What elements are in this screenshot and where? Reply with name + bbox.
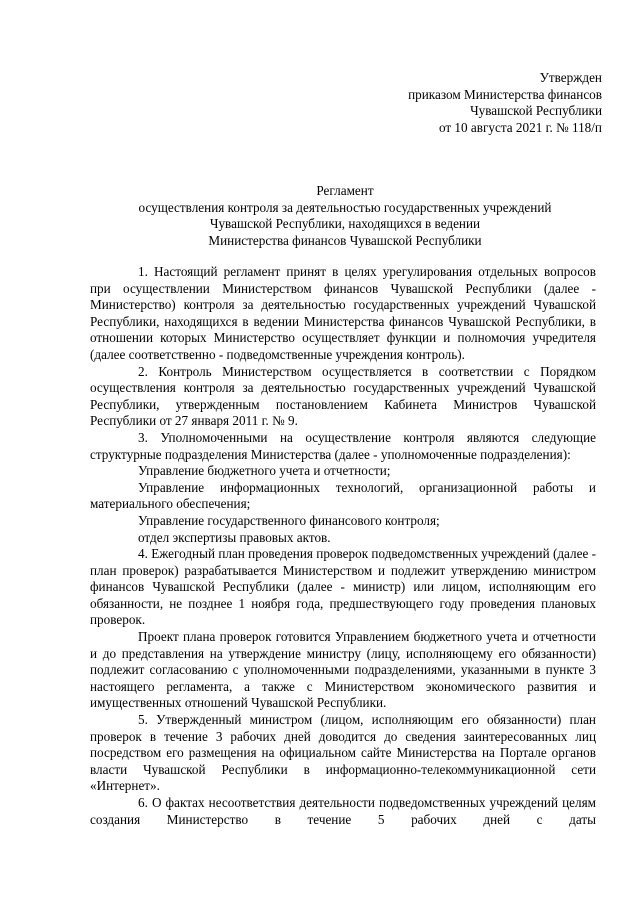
- paragraph-2: 2. Контроль Министерством осуществляется в соответствии с Порядком осуществления контроля за деятельностью государственных учреждений Чувашской Республики, утвержденным постановлением Кабинета Министров Чувашской Республики от 27 января 2011 г. № 9.: [90, 363, 596, 429]
- title-line-ministry: Министерства финансов Чувашской Республики: [208, 232, 482, 248]
- list-item-financial-control: Управление государственного финансового контроля;: [138, 512, 440, 528]
- document-body: [90, 264, 596, 828]
- title-line-regulation: Регламент: [316, 183, 374, 198]
- title-line-subject: осуществления контроля за деятельностью государственных учреждений: [138, 199, 552, 215]
- paragraph-4: 4. Ежегодный план проведения проверок подведомственных учреждений (далее - план проверок) разрабатывается Министерством и подлежит утверждению министром финансов Чувашской Республики (далее - министр) или лицом, исполняющим его обязанности, не позднее 1 ноября года, предшествующего году проведения плановых проверок.: [90, 546, 596, 628]
- document-title: [80, 183, 610, 249]
- paragraph-6: 6. О фактах несоответствия деятельности подведомственных учреждений целям создания Министерство в течение 5 рабочих дней с даты: [90, 795, 596, 827]
- list-item-accounting: Управление бюджетного учета и отчетности;: [138, 463, 391, 479]
- approval-line-approved: Утвержден: [539, 70, 602, 85]
- approval-line-date: от 10 августа 2021 г. № 118/п: [438, 119, 602, 135]
- paragraph-4-continued: Проект плана проверок готовится Управлением бюджетного учета и отчетности и до представления на утверждение министру (лицу, исполняющему его обязанности) подлежит согласованию с уполномоченными подразделениями, указанными в пункте 3 настоящего регламента, а также с Министерством экономического развития и имущественных отношений Чувашской Республики.: [90, 629, 596, 711]
- list-item-legal-expertise: отдел экспертизы правовых актов.: [138, 529, 331, 545]
- approval-line-republic: Чувашской Республики: [470, 103, 602, 118]
- paragraph-1: 1. Настоящий регламент принят в целях урегулирования отдельных вопросов при осуществлении Министерством финансов Чувашской Республики (далее - Министерство) контроля за деятельностью государственных учреждений Чувашской Республики, находящихся в ведении Министерства финансов Чувашской Республики, в отношении которых Министерство осуществляет функции и полномочия учредителя (далее соответственно - подведомственные учреждения контроль).: [90, 264, 596, 362]
- title-line-institutions: Чувашской Республики, находящихся в ведении: [209, 216, 481, 231]
- approval-stamp: [272, 70, 602, 136]
- list-item-it: Управление информационных технологий, организационной работы и материального обеспечения;: [90, 479, 596, 512]
- approval-line-order: приказом Министерства финансов: [408, 86, 602, 102]
- paragraph-5: 5. Утвержденный министром (лицом, исполняющим его обязанности) план проверок в течение 3 рабочих дней доводится до сведения заинтересованных лиц посредством его размещения на официальном сайте Министерства на Портале органов власти Чувашской Республики в информационно-телекоммуникационной сети «Интернет».: [90, 712, 596, 794]
- paragraph-3: 3. Уполномоченными на осуществление контроля являются следующие структурные подразделения Министерства (далее - уполномоченные подразделения):: [90, 429, 596, 462]
